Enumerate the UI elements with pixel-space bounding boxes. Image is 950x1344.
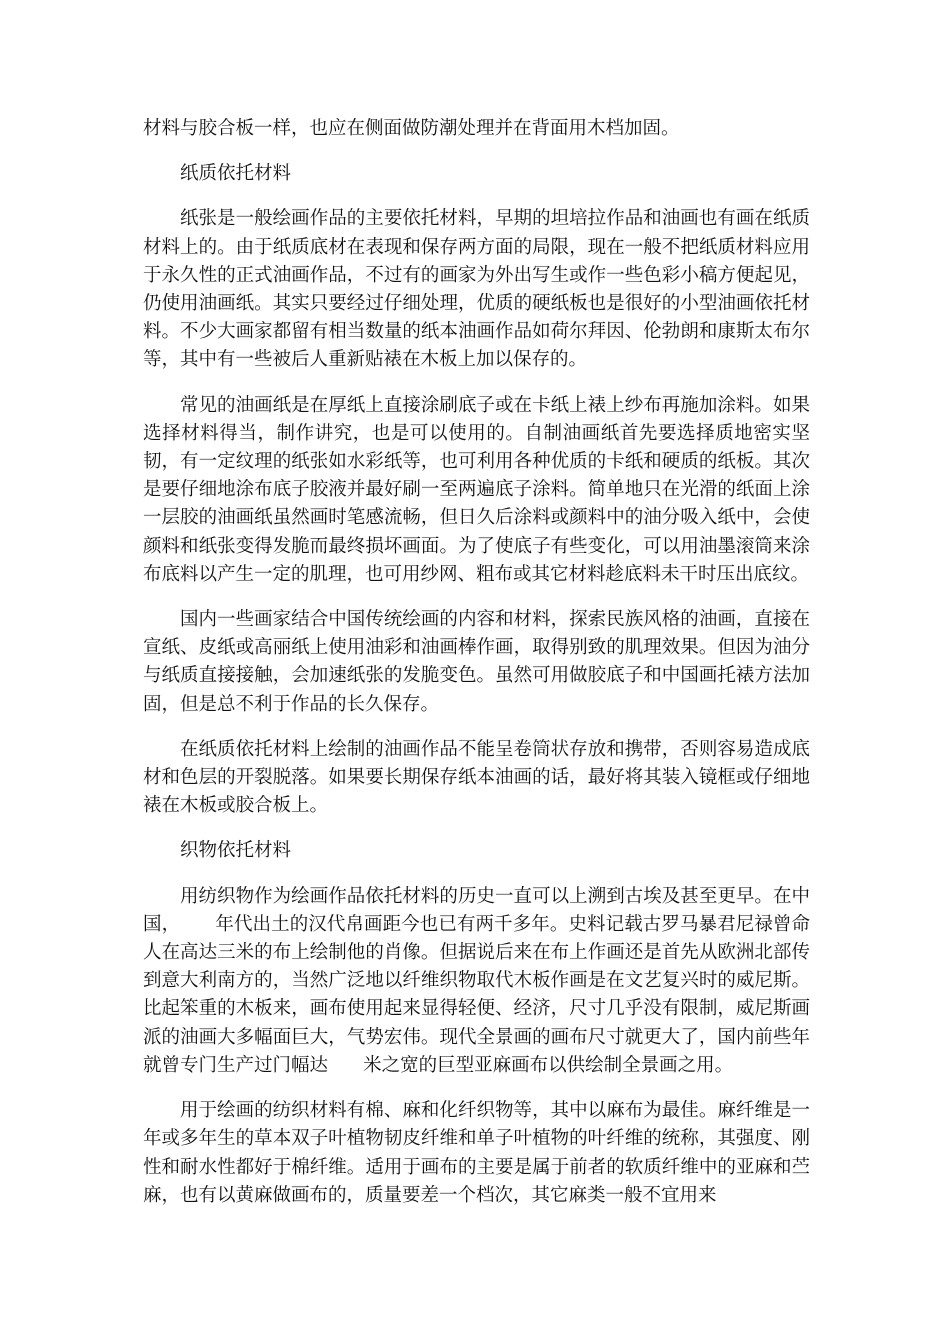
paragraph-1: 材料与胶合板一样，也应在侧面做防潮处理并在背面用木档加固。 bbox=[143, 118, 680, 139]
document-body bbox=[143, 115, 810, 1227]
paragraph-7: 用于绘画的纺织材料有棉、麻和化纤织物等，其中以麻布为最佳。麻纤维是一年或多年生的草本双子叶植物韧皮纤维和单子叶植物的叶纤维的统称，其强度、刚性和耐水性都好于棉纤维。适用于画布的主要是属于前者的软质纤维中的亚麻和苎麻，也有以黄麻做画布的，质量要差一个档次，其它麻类一般不宜用来 bbox=[143, 1100, 810, 1206]
paragraph-6-part-2: 年代出土的汉代帛画距今也已有两千多年。史料记载古罗马暴君尼禄曾命人在高达三米的布上绘制他的肖像。但据说后来在布上作画还是首先从欧洲北部传到意大利南方的，当然广泛地以纤维织物取代木板作画是在文艺复兴时的威尼斯。比起笨重的木板来，画布使用起来显得轻便、经济，尺寸几乎没有限制，威尼斯画派的油画大多幅面巨大，气势宏伟。现代全景画的画布尺寸就更大了，国内前些年就曾专门生产过门幅达 bbox=[143, 913, 810, 1076]
section-heading-paper: 纸质依托材料 bbox=[180, 163, 292, 185]
paragraph-2: 纸张是一般绘画作品的主要依托材料，早期的坦培拉作品和油画也有画在纸质材料上的。由于纸质底材在表现和保存两方面的局限，现在一般不把纸质材料应用于永久性的正式油画作品，不过有的画家为外出写生或作一些色彩小稿方便起见，仍使用油画纸。其实只要经过仔细处理，优质的硬纸板也是很好的小型油画依托材料。不少大画家都留有相当数量的纸本油画作品如荷尔拜因、伦勃朗和康斯太布尔等，其中有一些被后人重新贴裱在木板上加以保存的。 bbox=[143, 208, 810, 371]
paragraph-3: 常见的油画纸是在厚纸上直接涂刷底子或在卡纸上裱上纱布再施加涂料。如果选择材料得当，制作讲究，也是可以使用的。自制油画纸首先要选择质地密实坚韧，有一定纹理的纸张如水彩纸等，也可利用各种优质的卡纸和硬质的纸板。其次是要仔细地涂布底子胶液并最好刷一至两遍底子涂料。简单地只在光滑的纸面上涂一层胶的油画纸虽然画时笔感流畅，但日久后涂料或颜料中的油分吸入纸中，会使颜料和纸张变得发脆而最终损坏画面。为了使底子有些变化，可以用油墨滚筒来涂布底料以产生一定的肌理，也可用纱网、粗布或其它材料趁底料未干时压出底纹。 bbox=[143, 394, 810, 585]
paragraph-6-part-3: 米之宽的巨型亚麻画布以供绘制全景画之用。 bbox=[363, 1054, 734, 1076]
paragraph-6-part-1: 用纺织物作为绘画作品依托材料的历史一直可以上溯到古埃及甚至更早。在中国， bbox=[143, 885, 810, 935]
section-heading-fabric: 织物依托材料 bbox=[180, 840, 292, 862]
paragraph-5: 在纸质依托材料上绘制的油画作品不能呈卷筒状存放和携带，否则容易造成底材和色层的开裂脱落。如果要长期保存纸本油画的话，最好将其装入镜框或仔细地裱在木板或胶合板上。 bbox=[143, 738, 810, 817]
paragraph-6 bbox=[143, 883, 810, 1080]
paragraph-4: 国内一些画家结合中国传统绘画的内容和材料，探索民族风格的油画，直接在宣纸、皮纸或高丽纸上使用油彩和油画棒作画，取得别致的肌理效果。但因为油分与纸质直接接触，会加速纸张的发脆变色。虽然可用做胶底子和中国画托裱方法加固，但是总不利于作品的长久保存。 bbox=[143, 609, 810, 715]
